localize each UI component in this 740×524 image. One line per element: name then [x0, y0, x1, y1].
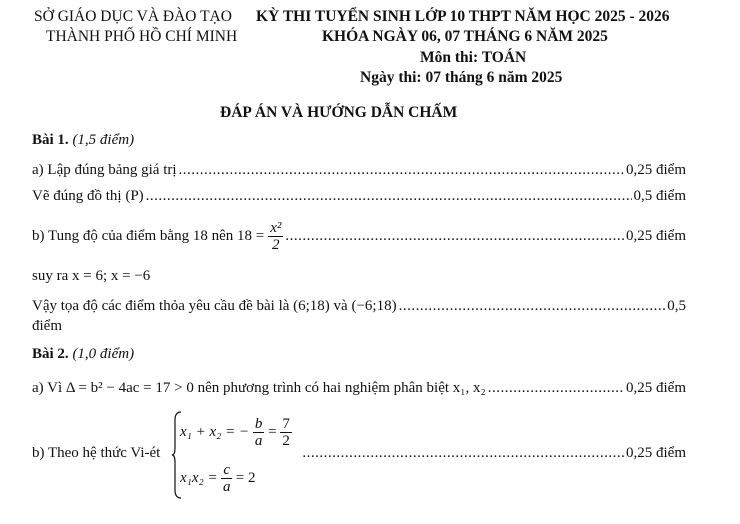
- leader-dots: [285, 228, 624, 245]
- fraction-denominator: 2: [272, 237, 280, 253]
- vieta-system: [172, 410, 312, 500]
- department-line-1: SỞ GIÁO DỤC VÀ ĐÀO TẠO: [34, 8, 232, 25]
- department-name: [34, 8, 232, 26]
- bai1-a-label: a) Lập đúng bảng giá trị: [32, 162, 177, 178]
- bai2-b-row: [32, 445, 686, 462]
- bai2-a-row: [32, 380, 686, 397]
- bai2-b-score: 0,25 điểm: [626, 445, 686, 461]
- bai1-b-row: [32, 220, 686, 253]
- fraction-denominator: 2: [282, 433, 290, 449]
- bai1-vay-unit: điểm: [32, 318, 62, 334]
- bai1-graph-label: Vẽ đúng đồ thị (P): [32, 188, 144, 204]
- exam-day: Ngày thi: 07 tháng 6 năm 2025: [360, 69, 563, 86]
- exam-title: KỲ THI TUYỂN SINH LỚP 10 THPT NĂM HỌC 2025 - 2026: [256, 8, 670, 25]
- bai1-heading-row: [32, 132, 134, 149]
- bai2-heading-row: [32, 346, 134, 363]
- leader-dots: [146, 188, 632, 205]
- fraction-numerator: 7: [282, 416, 290, 432]
- bai2-a-label: a) Vì Δ = b² − 4ac = 17 > 0 nên phương trình có hai nghiệm phân biệt x₁, x₂: [32, 380, 486, 396]
- bai1-graph-row: [32, 188, 686, 205]
- leader-dots: [488, 380, 624, 397]
- bai2-b-label: b) Theo hệ thức Vi-ét: [32, 445, 161, 461]
- bai1-b-fraction: [268, 220, 283, 253]
- fraction-numerator: b: [254, 416, 263, 432]
- bai2-points: (1,0 điểm): [72, 346, 135, 362]
- vieta-sum-fraction-1: [253, 416, 265, 449]
- bai1-suy-ra: suy ra x = 6; x = −6: [32, 268, 151, 284]
- vieta-product-right: = 2: [235, 469, 256, 486]
- bai2-a-score: 0,25 điểm: [626, 380, 686, 396]
- bai1-vay-score: 0,5: [667, 298, 686, 314]
- vieta-sum-left: x₁ + x₂ = −: [180, 423, 250, 440]
- vieta-sum-fraction-2: [280, 416, 292, 449]
- vieta-sum-row: [180, 416, 292, 449]
- fraction-numerator: c: [223, 462, 231, 478]
- bai1-points: (1,5 điểm): [72, 132, 135, 148]
- bai2-heading: Bài 2.: [32, 346, 69, 362]
- vieta-product-left: x₁x₂ =: [180, 469, 218, 486]
- exam-dates: KHÓA NGÀY 06, 07 THÁNG 6 NĂM 2025: [322, 28, 608, 45]
- bai1-heading: Bài 1.: [32, 132, 69, 148]
- fraction-numerator: x²: [270, 220, 282, 236]
- bai1-a-row: [32, 162, 686, 179]
- leader-dots: [302, 445, 624, 462]
- bai1-a-score: 0,25 điểm: [626, 162, 686, 178]
- department-city: [46, 28, 237, 46]
- leader-dots: [399, 298, 666, 315]
- leader-dots: [179, 162, 624, 179]
- bai1-b-score: 0,25 điểm: [626, 228, 686, 244]
- exam-subject: Môn thi: TOÁN: [420, 49, 527, 66]
- department-line-2: THÀNH PHỐ HỒ CHÍ MINH: [46, 28, 238, 45]
- bai1-graph-score: 0,5 điểm: [633, 188, 686, 204]
- bai1-vay-label: Vậy tọa độ các điểm thỏa yêu cầu đề bài là (6;18) và (−6;18): [32, 298, 397, 314]
- fraction-denominator: a: [254, 433, 263, 449]
- document-title: ĐÁP ÁN VÀ HƯỚNG DẪN CHẤM: [220, 104, 458, 121]
- bai1-b-label: b) Tung độ của điểm bằng 18 nên 18 =: [32, 228, 265, 244]
- vieta-product-row: [180, 462, 256, 495]
- bai1-vay-row: [32, 298, 686, 315]
- fraction-denominator: a: [222, 479, 231, 495]
- vieta-product-fraction: [221, 462, 232, 495]
- vieta-sum-equals: =: [268, 423, 277, 440]
